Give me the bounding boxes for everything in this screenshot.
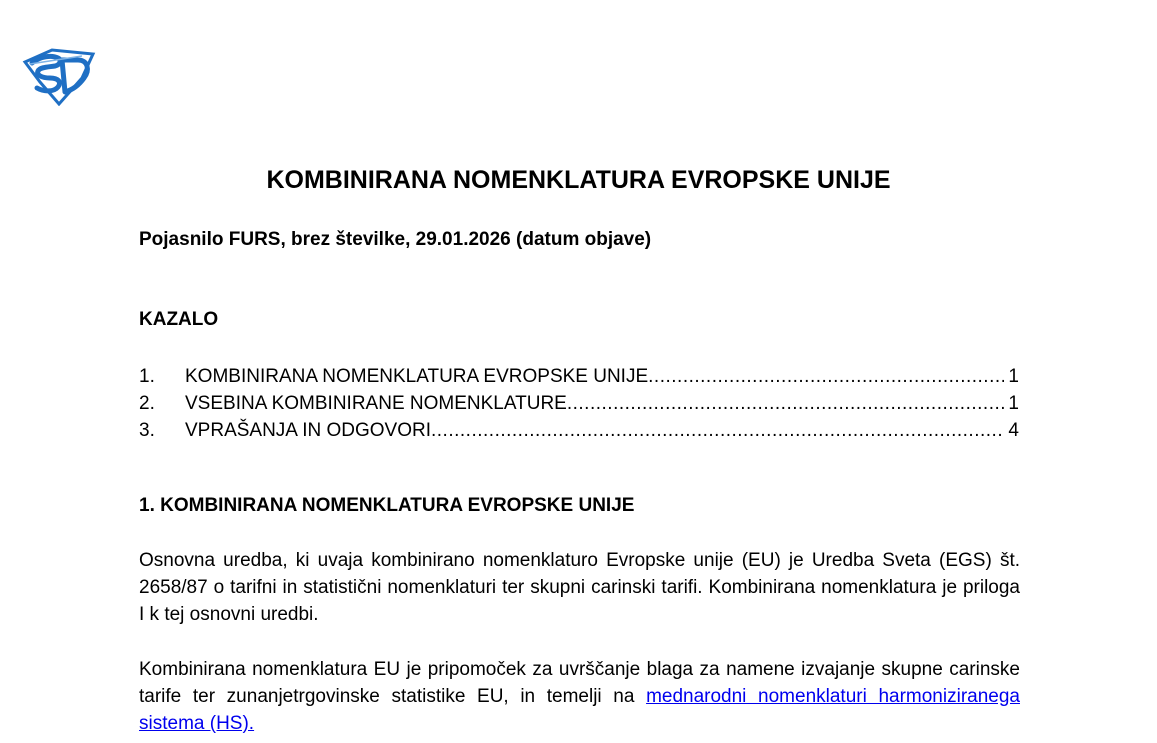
section-heading: 1. KOMBINIRANA NOMENKLATURA EVROPSKE UNIJE <box>139 495 635 516</box>
toc-leader-dots <box>567 390 1005 417</box>
toc-item[interactable] <box>139 390 1019 417</box>
body-paragraph: Osnovna uredba, ki uvaja kombinirano nomenklaturo Evropske unije (EU) je Uredba Sveta (EGS) št. 2658/87 o tarifni in statistični nomenklaturi ter skupni carinski tarifi. Kombinirana nomenklatura je priloga I k tej osnovni uredbi. <box>139 550 1020 625</box>
document-title: KOMBINIRANA NOMENKLATURA EVROPSKE UNIJE <box>266 166 891 194</box>
toc-item-page: 4 <box>1008 420 1019 441</box>
toc-item-text: VPRAŠANJA IN ODGOVORI <box>185 420 431 441</box>
toc-item-number: 2. <box>139 393 155 414</box>
toc-item-number: 3. <box>139 420 155 441</box>
paragraph-text: Kombinirana nomenklatura EU je pripomoček za uvrščanje blaga za namene izvajanje skupne carinske tarife ter zunanjetrgovinske statistike EU, in temelji na <box>139 659 1020 707</box>
toc-item-page: 1 <box>1008 393 1019 414</box>
toc-item-text: VSEBINA KOMBINIRANE NOMENKLATURE <box>185 393 567 414</box>
toc-item-page: 1 <box>1008 366 1019 387</box>
toc-leader-dots <box>431 417 1004 444</box>
toc-heading: KAZALO <box>139 309 219 330</box>
toc-item[interactable] <box>139 417 1019 444</box>
sd-logo-icon <box>22 48 96 106</box>
table-of-contents <box>139 363 1019 444</box>
toc-item[interactable] <box>139 363 1019 390</box>
body-paragraph <box>139 656 1020 737</box>
hs-nomenclature-link[interactable]: mednarodni nomenklaturi harmoniziranega sistema (HS). <box>139 686 1020 734</box>
toc-leader-dots <box>648 363 1004 390</box>
document-subtitle: Pojasnilo FURS, brez številke, 29.01.2026 (datum objave) <box>139 229 652 250</box>
toc-item-number: 1. <box>139 366 155 387</box>
toc-item-text: KOMBINIRANA NOMENKLATURA EVROPSKE UNIJE <box>185 366 649 387</box>
